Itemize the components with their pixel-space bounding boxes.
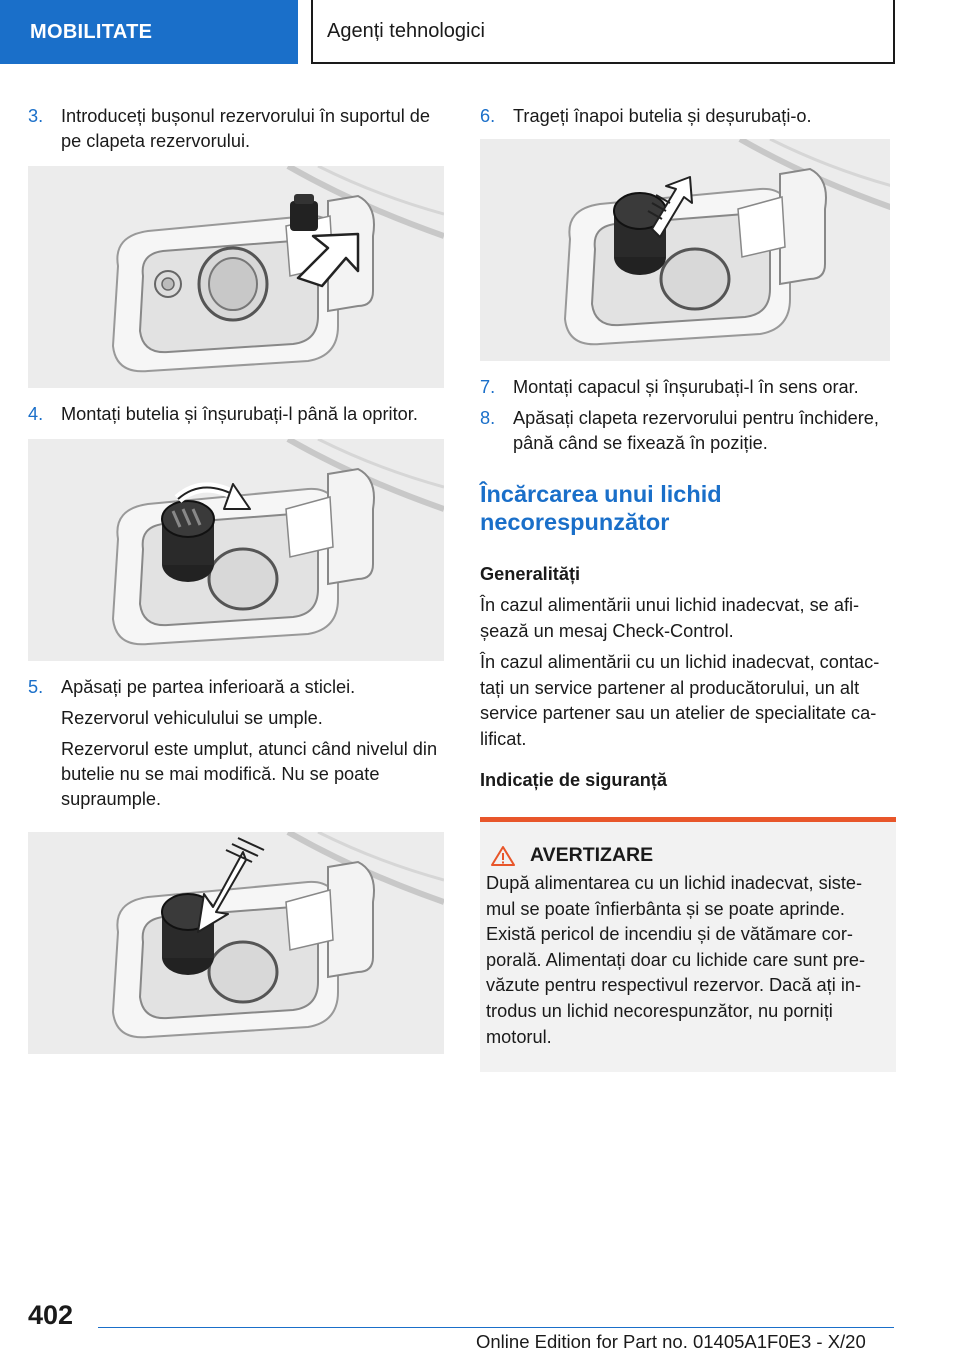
- left-column: [28, 104, 444, 1054]
- general-heading: Generalități: [480, 564, 581, 584]
- step-3: [28, 104, 444, 154]
- step-number: 7.: [480, 377, 496, 397]
- step-8: [480, 406, 896, 456]
- step-continuation: Rezervorul este umplut, atunci când nivelul din butelie nu se mai modifică. Nu se poate supraumple.: [61, 739, 438, 809]
- step-number: 3.: [28, 106, 44, 126]
- step-continuation: Rezervorul vehiculului se umple.: [61, 708, 323, 728]
- section-heading: Încărcarea unui lichid necorespunzător: [480, 481, 722, 535]
- step-number: 5.: [28, 677, 44, 697]
- safety-heading: Indicație de siguranță: [480, 770, 667, 790]
- warning-header: [486, 844, 888, 867]
- warning-title: AVERTIZARE: [530, 844, 654, 866]
- figure-press-bottle: [28, 832, 444, 1054]
- step-6: [480, 104, 896, 129]
- right-column: [480, 104, 896, 1072]
- section-title-header: Agenți tehnologici: [311, 0, 895, 64]
- step-7: [480, 375, 896, 400]
- step-5: [28, 675, 444, 812]
- step-number: 4.: [28, 404, 44, 424]
- step-text: Montați butelia și înșurubați-l până la opritor.: [61, 404, 418, 424]
- figure-mount-bottle: [28, 439, 444, 661]
- step-number: 8.: [480, 408, 496, 428]
- figure-insert-cap: [28, 166, 444, 388]
- step-text: Trageți înapoi butelia și deșurubați-o.: [513, 106, 812, 126]
- warning-text: După alimentarea cu un lichid inadecvat, siste-mul se poate înfierbânta și se poate aprinde. Există pericol de incendiu și de vătămare cor-porală. Alimentați doar cu lichide care sunt pre-văzute pentru respectivul rezervor. Dacă ați in-trodus un lichid necorespunzător, nu porniți motorul.: [486, 873, 866, 1047]
- step-text: Introduceți bușonul rezervorului în suportul de pe clapeta rezervorului.: [61, 106, 431, 151]
- footer-divider: [98, 1327, 894, 1328]
- footer-edition: Online Edition for Part no. 01405A1F0E3 - X/20: [476, 1331, 866, 1352]
- figure-pull-bottle: [480, 139, 890, 361]
- page-number: 402: [28, 1300, 74, 1330]
- warning-triangle-icon: [490, 845, 516, 867]
- chapter-tab: MOBILITATE: [0, 0, 298, 64]
- step-text: Apăsați pe partea inferioară a sticlei.: [61, 677, 356, 697]
- step-text: Apăsați clapeta rezervorului pentru închidere, până când se fixează în poziție.: [513, 408, 879, 453]
- general-paragraph-1: În cazul alimentării unui lichid inadecvat, se afi-șează un mesaj Check-Control.: [480, 595, 860, 641]
- general-paragraph-2: În cazul alimentării cu un lichid inadecvat, contac-tați un service partener al producătorului, un alt service partener sau un atelier de specialitate ca-lificat.: [480, 652, 880, 749]
- step-number: 6.: [480, 106, 496, 126]
- step-text: Montați capacul și înșurubați-l în sens orar.: [513, 377, 859, 397]
- step-4: [28, 402, 444, 427]
- warning-box: [480, 817, 896, 1072]
